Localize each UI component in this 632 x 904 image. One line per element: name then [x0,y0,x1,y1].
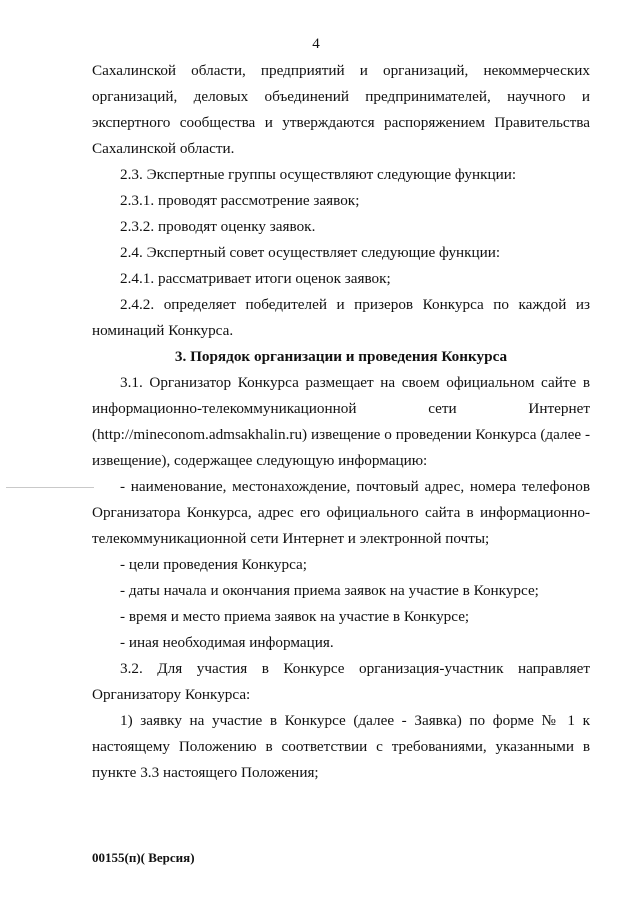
paragraph: 1) заявку на участие в Конкурсе (далее - Заявка) по форме № 1 к настоящему Положению в соответствии с требованиями, указанными в пункте 3.3 настоящего Положения; [92,712,590,781]
paragraph: 3.2. Для участия в Конкурсе организация-участник направляет Организатору Конкурса: [92,660,590,703]
list-item: - цели проведения Конкурса; [120,556,308,573]
paragraph: 3.1. Организатор Конкурса размещает на своем официальном сайте в информационно-телекоммуникационной сети Интернет (http://mineconom.admsakhalin.ru) извещение о проведении Конкурса (далее - извещение), содержащее следующую информацию: [92,374,590,469]
document-code: 00155(п)( Версия) [92,850,195,865]
scan-artifact-line [6,487,94,488]
paragraph: 2.4.1. рассматривает итоги оценок заявок; [120,270,391,287]
paragraph: 2.4.2. определяет победителей и призеров Конкурса по каждой из номинаций Конкурса. [92,296,590,339]
list-item: - время и место приема заявок на участие в Конкурсе; [120,608,470,625]
list-item: - иная необходимая информация. [120,634,334,651]
paragraph: 2.4. Экспертный совет осуществляет следующие функции: [120,244,501,261]
section-heading: 3. Порядок организации и проведения Конкурса [174,348,508,365]
list-item: - даты начала и окончания приема заявок на участие в Конкурсе; [120,582,539,599]
list-item: - наименование, местонахождение, почтовый адрес, номера телефонов Организатора Конкурса, адрес его официального сайта в информационно-телекоммуникационной сети Интернет и электронной почты; [92,478,590,547]
paragraph: Сахалинской области, предприятий и организаций, некоммерческих организаций, деловых объединений предпринимателей, научного и экспертного сообщества и утверждаются распоряжением Правительства Сахалинской области. [92,62,590,157]
paragraph: 2.3. Экспертные группы осуществляют следующие функции: [120,166,517,183]
document-body [92,58,590,786]
paragraph: 2.3.1. проводят рассмотрение заявок; [120,192,360,209]
page-number: 4 [312,36,320,52]
paragraph: 2.3.2. проводят оценку заявок. [120,218,316,235]
